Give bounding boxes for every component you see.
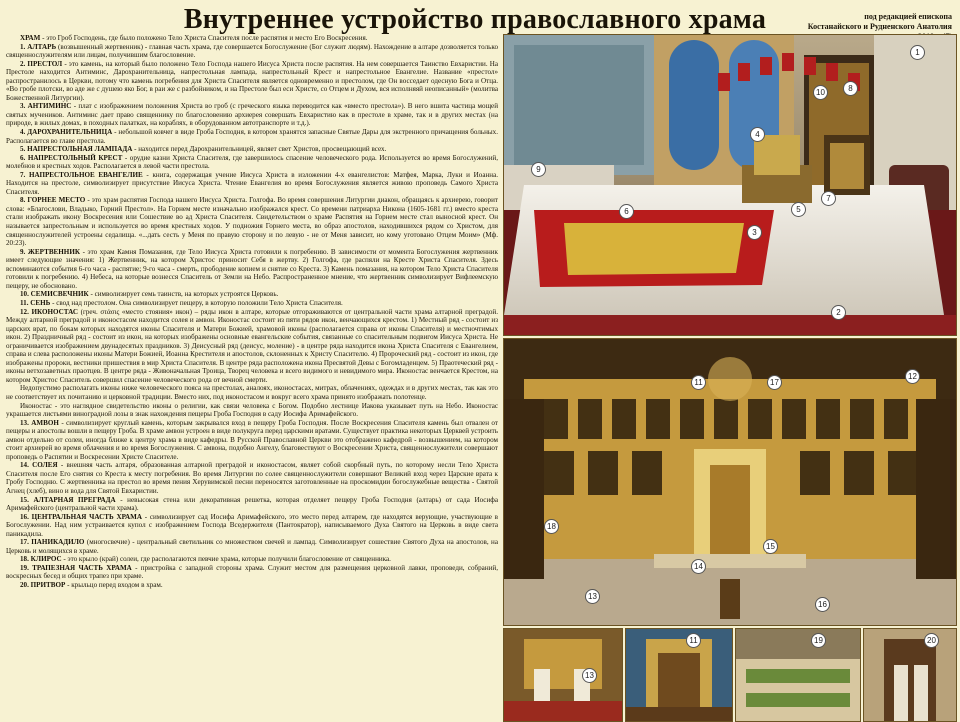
photo-number-badge: 13 [585, 589, 600, 604]
paragraph-heading: 10. СЕМИСВЕЧНИК [20, 290, 89, 299]
paragraph-body: - пристройка с западной стороны храма. Служит местом для размещения церковной лавки, проповеди, собраний, воскресных бесед и общих трапез при храме. [6, 563, 498, 581]
iconostasis-photo-illustration [504, 339, 956, 625]
paragraph-body: - это храм распятия Господа нашего Иисуса Христа. Голгофа. Во время совершения Литургии диакон, обращаясь к архиерею, говорит слова: «Благослови, Владыко, Горний Престол». На Горнем месте изначально изображался крест. Со времени патриарха Никона (1605-1681 гг.) вместо креста стали изображать икону Воскресения или Сошествие во ад Христа Спасителя. Свидетельством о храме Распятия на Горнем месте стал выносной крест. Он называется запрестольным и используется во время крестных ходов. У подножия Горнего места, во образ апостолов, находившихся рядом со Христом, для священнослужителей устроены седалища. «...дать сесть у Меня по правую сторону и по левую - не от Меня зависит, но кому уготовано Отцем Моим» (Мф. 20:23). [6, 196, 498, 248]
paragraph-body: - это храм Камня Помазания, где Тело Иисуса Христа готовили к погребению. В зависимости от момента Богослужения жертвенник имеет следующие значения: 1) Жертвенник, на котором Христос приносит Себя в жертву. 2) Голгофа, где распяли на Кресте Христа Спасителя. Здесь вспоминаются события 6-го часа - распятие; 9-го часа - смерть, прободение копием и снятие со Креста. 3) Камень помазания, на котором Тело Христа Спасителя готовили к погребению. 4) Небеса, на которые вознесся Спаситель от Земли на Небо. Распространенное мнение, что жертвенник символизирует Вифлеемскую пещеру, не обосновано. [6, 247, 498, 290]
photo-number-badge: 3 [747, 225, 762, 240]
paragraph-body: - это Гроб Господень, где было положено Тело Христа Спасителя после распятия и место Его Воскресения. [40, 34, 368, 42]
photo-number-badge: 11 [686, 633, 701, 648]
paragraph-body: - символизирует сад Иосифа Аримафейского, это место перед алтарем, где находятся верующие, участвующие в Богослужении. Над ним устраивается купол с изображением Господа Вседержителя (Пантократор), написываемого Духа Святого на Церковь в виде света паникадила. [6, 512, 498, 538]
photo-number-badge: 18 [544, 519, 559, 534]
paragraph-heading: 20. ПРИТВОР [20, 581, 66, 589]
paragraph-body: (возвышенный жертвенник) - главная часть храма, где совершается Богослужение (Бог служит людям). Нахождение в алтаре дозволяется только священнослужителям или лицам, получившим благословение. [6, 42, 498, 60]
service-photo-illustration [504, 629, 622, 721]
photo-number-badge: 13 [582, 668, 597, 683]
paragraph-heading: 6. НАПРЕСТОЛЬНЫЙ КРЕСТ [20, 153, 123, 162]
photo-number-badge: 20 [924, 633, 939, 648]
canopy-photo-illustration [626, 629, 732, 721]
canopy-photo [625, 628, 733, 722]
paragraph-heading: 1. АЛТАРЬ [20, 42, 57, 51]
paragraph-body: - это камень, на который было положено Тело Господа нашего Иисуса Христа после распятия. На нем совершается Таинство Евхаристии. На Престоле находится Антиминс, Дарохранительница, напрестольная лампада, напрестольный Крест и напрестольное Евангелие. Название «престол» распространилось в Церкви, потому что камень погребения для Христа Спасителя является одновременно и престолом, где Он восседает одесную Бога и Отца. «Во гробе плотски, во аде же с душею яко Бог, в раи же с разбойником, и на Престоле был еси Христе, со Отцем и Духом, вся исполняяй неописанный» (молитва Божественной Литургии). [6, 59, 498, 102]
description-paragraph [6, 171, 498, 197]
description-paragraph [6, 128, 498, 145]
paragraph-body: - внешняя часть алтаря, образованная алтарной преградой и иконостасом, являет собой скорбный путь, по которому несли Тело Христа Спасителя после Его снятия со Креста к месту погребения. Во время Литургии по солее священнослужители совершают Великий вход через Царские врата к Гробу Господню. С жертвенника на престол во время пения Херувимской песни переносятся заготовленные на проскомидии богослужебные вещества - Святой Агнец (хлеб), вино и вода для Святой Евхаристии. [6, 461, 498, 495]
paragraph-heading: 12. ИКОНОСТАС [20, 307, 78, 316]
description-paragraph [6, 60, 498, 103]
paragraph-body: (греч. στάσις «место стояния» икон) – ряды икон в алтаре, которые отгораживаются от центральной части храма алтарной преградой. Между алтарной преградой и иконостасом находится солея и амвон. Иконостас состоит из пяти рядов икон, венчающихся крестом. 1) Местный ряд - состоит из царских врат, по бокам которых находятся иконы Спасителя и Матери Божией, храмовой иконы (располагается справа от иконы Спасителя) и местночтимых икон. 2) Праздничный ряд - состоит из икон, на которых изображены основные евангельские события, связанные со спасительным подвигом Иисуса Христа. Не ограничивается изображением двунадесятых праздников. 3) Деисусный ряд (деисус, моление) - в центре ряда находится икона Христа Спасителя с Евангелием, справа и слева расположены иконы Матери Божией, Иоанна Крестителя и апостолов, склоненных к Христу Спасителю. 4) Пророческий ряд - состоит из икон, где изображены пророки, вестники пришествия в мир Христа Спасителя. В центре ряда расположена икона Пресвятой Девы с Богомладенцем. 5) Праотеческий ряд - иконы ветхозаветных праотцев. В центре ряда - Живоначальная Троица, Творец человека и всего видимого и невидимого мира. Иконостас венчается Крестом, на котором Христос Спаситель совершил спасение человеческого рода от вечной смерти. [6, 307, 498, 384]
paragraph-heading: 11. СЕНЬ [20, 298, 51, 307]
paragraph-body: - символизирует семь таинств, на которых устроятся Церковь. [88, 290, 279, 299]
description-paragraph [6, 402, 498, 419]
paragraph-body: Недопустимо располагать иконы ниже человеческого пояса на престолах, аналоях, иконостасах, митрах, облачениях, одеждах и в других местах, так как это не соответствует их почитанию и церковной традиции. Вместо них, под иконостасом и вокруг всего храма принято изображать полотенце. [6, 384, 498, 401]
porch-photo [863, 628, 957, 722]
description-paragraph [6, 419, 498, 462]
description-paragraph [6, 496, 498, 513]
description-paragraph [6, 538, 498, 555]
altar-photo [503, 34, 957, 336]
editor-line-1: под редакцией епископа [864, 12, 952, 21]
photo-number-badge: 6 [619, 204, 634, 219]
photo-number-badge: 7 [821, 191, 836, 206]
photo-number-badge: 1 [910, 45, 925, 60]
photo-number-badge: 8 [843, 81, 858, 96]
paragraph-body: - находится перед Дарохранительницей, являет свет Христов, просвещающий всех. [132, 145, 387, 154]
paragraph-heading: 9. ЖЕРТВЕННИК [20, 247, 80, 256]
description-paragraph [6, 43, 498, 60]
paragraph-heading: 14. СОЛЕЯ [20, 461, 58, 470]
photo-number-badge: 9 [531, 162, 546, 177]
paragraph-heading: 4. ДАРОХРАНИТЕЛЬНИЦА [20, 128, 113, 137]
description-paragraph [6, 34, 498, 43]
refectory-photo [735, 628, 861, 722]
paragraph-body: - небольшой ковчег в виде Гроба Господня, в котором хранятся запасные Святые Дары для экстренного причащения больных. Располагается во главе престола. [6, 128, 498, 145]
description-paragraph [6, 555, 498, 564]
paragraph-heading: 17. ПАНИКАДИЛО [20, 538, 85, 547]
description-paragraph [6, 299, 498, 308]
paragraph-body: - невысокая стена или декоративная решетка, которая отделяет пещеру Гроба Господня (алтарь) от сада Иосифа Аримафейского (центральной части храма). [6, 495, 498, 513]
description-paragraph [6, 290, 498, 299]
paragraph-heading: 18. КЛИРОС [20, 555, 62, 564]
photo-number-badge: 17 [767, 375, 782, 390]
paragraph-heading: 5. НАПРЕСТОЛЬНАЯ ЛАМПАДА [20, 145, 133, 154]
photo-number-badge: 10 [813, 85, 828, 100]
paragraph-heading: 3. АНТИМИНС [20, 102, 72, 111]
paragraph-body: - орудие казни Христа Спасителя, где завершилось спасение человеческого рода. Используется во время Богослужений, молебнов и крестных ходов. Располагается в левой части престола. [6, 153, 498, 171]
paragraph-body: - свод над престолом. Она символизирует пещеру, в которую положили Тело Христа Спасителя. [50, 298, 343, 307]
paragraph-heading: 7. НАПРЕСТОЛЬНОЕ ЕВАНГЕЛИЕ [20, 170, 143, 179]
description-paragraph [6, 102, 498, 128]
photo-number-badge: 16 [815, 597, 830, 612]
paragraph-body: (многосвечие) - центральный светильник со множеством свечей и лампад. Символизирует сошествие Святого Духа на апостолов, на Церковь и молящихся в храме. [6, 538, 498, 555]
paragraph-heading: 2. ПРЕСТОЛ [20, 59, 63, 68]
poster-title: Внутреннее устройство православного храма [183, 4, 767, 35]
description-paragraph [6, 308, 498, 385]
photo-number-badge: 11 [691, 375, 706, 390]
porch-photo-illustration [864, 629, 956, 721]
editor-line-2: Костанайского и Рудненского Анатолия [807, 22, 952, 31]
description-paragraph [6, 196, 498, 247]
photo-number-badge: 2 [831, 305, 846, 320]
service-photo [503, 628, 623, 722]
description-paragraph [6, 248, 498, 291]
refectory-photo-illustration [736, 629, 860, 721]
photo-number-badge: 14 [691, 559, 706, 574]
description-paragraph [6, 384, 498, 401]
description-paragraph [6, 581, 498, 590]
description-paragraph [6, 461, 498, 495]
description-paragraph [6, 513, 498, 539]
description-paragraph [6, 564, 498, 581]
photo-number-badge: 4 [750, 127, 765, 142]
photo-number-badge: 15 [763, 539, 778, 554]
paragraph-body: - книга, содержащая учение Иисуса Христа в изложении 4-х евангелистов: Матфея, Марка, Луки и Иоанна. Находится на престоле, символизирует присутствие Иисуса Христа. Чтение Евангелия во время Богослужения является живою проповедь Самого Христа Спасителя. [6, 170, 498, 196]
paragraph-body: - это крыло (край) солеи, где располагаются певчие храма, которые получили благословение от священника. [61, 555, 391, 564]
paragraph-heading: 15. АЛТАРНАЯ ПРЕГРАДА [20, 495, 116, 504]
paragraph-body: Иконостас - это наглядное свидетельство иконы о религии, как связи человека с Богом. Подобно лестнице Иакова указывает путь на Небо. Иконостас украшается листьями виноградной лозы в знак нахождения пещеры Гроба Господня в саду Иосифа Аримафейского. [6, 401, 498, 419]
paragraph-body: - плат с изображением положения Христа во гроб (с греческого языка переводится как «вместо престола»). В него вшита частица мощей святых мучеников. Антиминс дает право священнику по благословению архиерея совершать Евхаристию как в престоле в храме, так и в других местах (на природе, в жилых домах, в походных палатках, на кораблях, в оборудованном автотранспорте и т.д.). [6, 102, 498, 128]
paragraph-heading: 19. ТРАПЕЗНАЯ ЧАСТЬ ХРАМА [20, 563, 132, 572]
paragraph-heading: 8. ГОРНЕЕ МЕСТО [20, 196, 86, 205]
iconostasis-photo [503, 338, 957, 626]
photo-number-badge: 12 [905, 369, 920, 384]
description-text-column [6, 34, 498, 720]
photo-number-badge: 5 [791, 202, 806, 217]
description-paragraph [6, 145, 498, 154]
paragraph-heading: 13. АМВОН [20, 418, 59, 427]
paragraph-heading: ХРАМ [20, 34, 41, 42]
paragraph-body: - символизирует круглый камень, которым закрывался вход в пещеру Гроба Господня. После Воскресения Спасителя камень был отвален от пещеры и апостолы вошли в пещеру Гроба. В храме амвон устроен в виде полукруга перед царскими вратами. Существует практика некоторых Церквей устроить амвон отдельно от солеи, иногда ближе к центру храма в виде кафедры. В Русской Православной Церкви это отображено кафедрой - возвышением, на котором стоит архиерей во время облачения и во время Богослужения. С амвона, подобно Ангелу, благовествуют о Воскресении Христа, священнослужители совершают проповедь о Распятии и Воскресении Христе Спасителе. [6, 418, 498, 461]
description-paragraph [6, 154, 498, 171]
paragraph-heading: 16. ЦЕНТРАЛЬНАЯ ЧАСТЬ ХРАМА [20, 512, 142, 521]
altar-photo-illustration [504, 35, 956, 335]
paragraph-body: - крыльцо перед входом в храм. [65, 581, 163, 589]
photo-number-badge: 19 [811, 633, 826, 648]
